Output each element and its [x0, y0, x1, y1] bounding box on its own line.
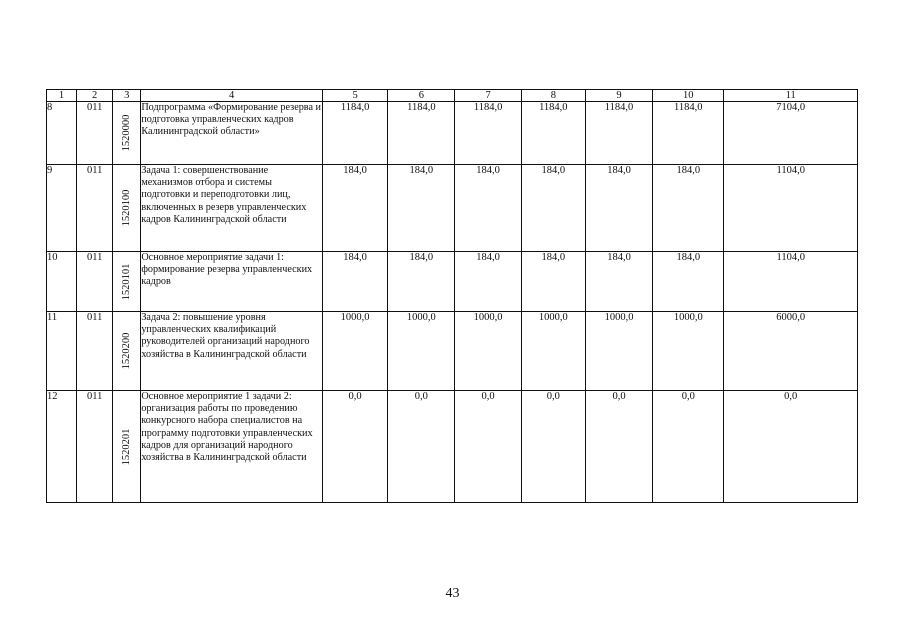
admin-code: 011	[77, 391, 113, 503]
admin-code: 011	[77, 165, 113, 252]
value-cell: 1000,0	[521, 312, 585, 391]
column-header: 10	[653, 90, 724, 102]
value-cell: 1184,0	[388, 102, 455, 165]
table-row	[47, 312, 858, 391]
value-cell: 184,0	[455, 165, 521, 252]
kbk-code	[113, 252, 141, 312]
value-cell: 184,0	[653, 252, 724, 312]
value-cell: 184,0	[521, 165, 585, 252]
column-header: 3	[113, 90, 141, 102]
value-cell: 0,0	[653, 391, 724, 503]
value-cell: 1184,0	[455, 102, 521, 165]
value-cell: 0,0	[521, 391, 585, 503]
total-cell: 7104,0	[724, 102, 858, 165]
column-header: 1	[47, 90, 77, 102]
value-cell: 1184,0	[323, 102, 388, 165]
value-cell: 184,0	[585, 252, 652, 312]
column-header: 2	[77, 90, 113, 102]
total-cell: 0,0	[724, 391, 858, 503]
table-row	[47, 391, 858, 503]
table-row	[47, 165, 858, 252]
value-cell: 1000,0	[653, 312, 724, 391]
value-cell: 1000,0	[388, 312, 455, 391]
page-number: 43	[445, 586, 460, 601]
row-number: 8	[47, 102, 77, 165]
row-number: 10	[47, 252, 77, 312]
kbk-code	[113, 312, 141, 391]
admin-code: 011	[77, 102, 113, 165]
kbk-code-text: 1520101	[120, 263, 132, 300]
item-name: Задача 1: совершенствование механизмов отбора и системы подготовки и переподготовки лиц, включенных в резерв управленческих кадров Калининградской области	[141, 165, 323, 252]
table-row	[47, 252, 858, 312]
budget-table	[46, 89, 858, 503]
value-cell: 1184,0	[653, 102, 724, 165]
item-name: Основное мероприятие задачи 1: формирование резерва управленческих кадров	[141, 252, 323, 312]
kbk-code-text: 1520100	[120, 189, 132, 227]
value-cell: 0,0	[585, 391, 652, 503]
value-cell: 184,0	[323, 165, 388, 252]
kbk-code	[113, 102, 141, 165]
value-cell: 0,0	[388, 391, 455, 503]
value-cell: 1000,0	[323, 312, 388, 391]
value-cell: 184,0	[388, 165, 455, 252]
item-name: Основное мероприятие 1 задачи 2: организация работы по проведению конкурсного набора специалистов на программу подготовки управленческих кадров для организаций народного хозяйства в Калининградской области	[141, 391, 323, 503]
admin-code: 011	[77, 312, 113, 391]
value-cell: 184,0	[388, 252, 455, 312]
value-cell: 1000,0	[455, 312, 521, 391]
row-number: 12	[47, 391, 77, 503]
kbk-code-text: 1520000	[120, 114, 132, 152]
value-cell: 184,0	[653, 165, 724, 252]
total-cell: 1104,0	[724, 252, 858, 312]
item-name: Задача 2: повышение уровня управленческих квалификаций руководителей организаций народного хозяйства в Калининградской области	[141, 312, 323, 391]
table-row	[47, 102, 858, 165]
total-cell: 6000,0	[724, 312, 858, 391]
value-cell: 1184,0	[585, 102, 652, 165]
column-header: 11	[724, 90, 858, 102]
value-cell: 1000,0	[585, 312, 652, 391]
value-cell: 0,0	[455, 391, 521, 503]
column-header: 5	[323, 90, 388, 102]
header-row	[47, 90, 858, 102]
column-header: 8	[521, 90, 585, 102]
kbk-code	[113, 165, 141, 252]
column-header: 9	[585, 90, 652, 102]
admin-code: 011	[77, 252, 113, 312]
column-header: 4	[141, 90, 323, 102]
row-number: 11	[47, 312, 77, 391]
value-cell: 184,0	[455, 252, 521, 312]
value-cell: 184,0	[323, 252, 388, 312]
column-header: 6	[388, 90, 455, 102]
value-cell: 0,0	[323, 391, 388, 503]
total-cell: 1104,0	[724, 165, 858, 252]
value-cell: 1184,0	[521, 102, 585, 165]
kbk-code-text: 1520200	[120, 332, 132, 370]
item-name: Подпрограмма «Формирование резерва и подготовка управленческих кадров Калининградской области»	[141, 102, 323, 165]
row-number: 9	[47, 165, 77, 252]
kbk-code-text: 1520201	[120, 428, 132, 465]
kbk-code	[113, 391, 141, 503]
value-cell: 184,0	[521, 252, 585, 312]
column-header: 7	[455, 90, 521, 102]
value-cell: 184,0	[585, 165, 652, 252]
